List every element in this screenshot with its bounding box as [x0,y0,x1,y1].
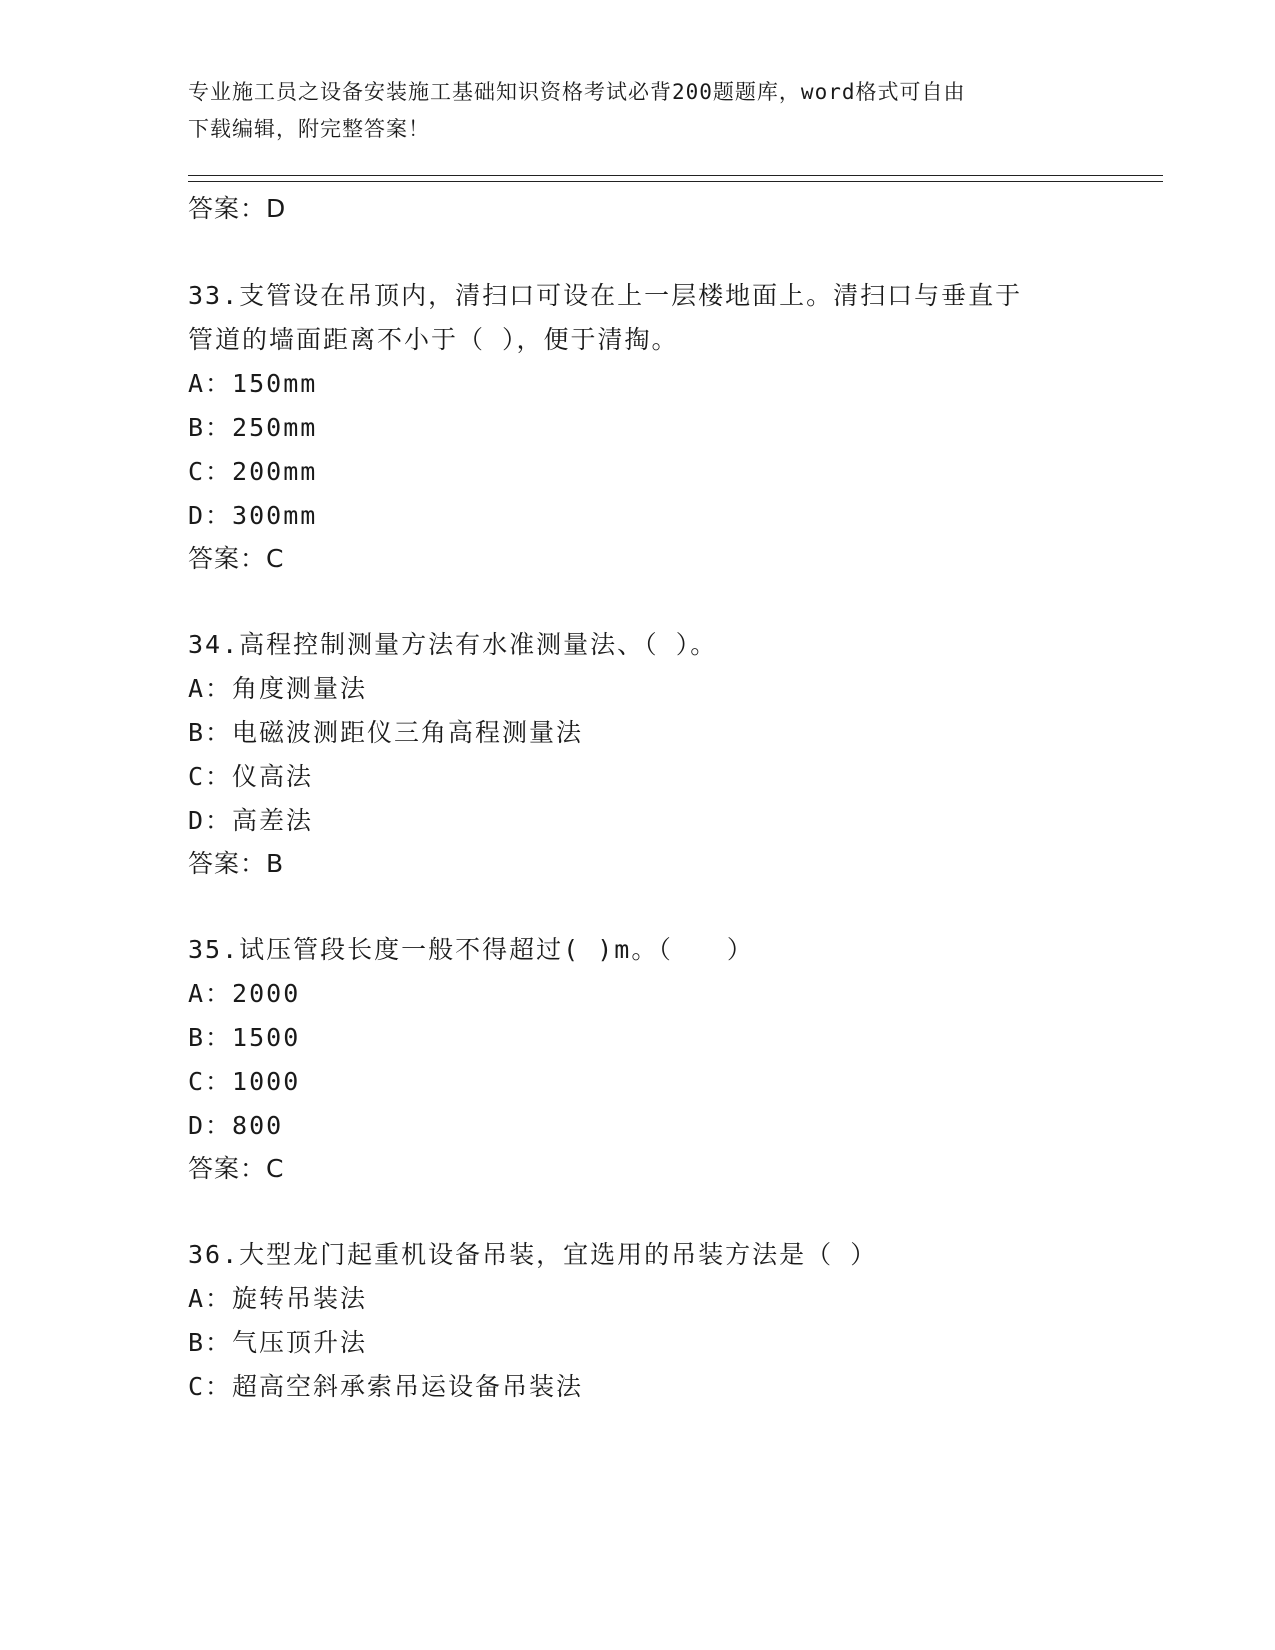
question-33-stem-line-2: 管道的墙面距离不小于（ ），便于清掏。 [188,325,679,354]
header-divider-top [188,175,1163,176]
question-35-option-b: B：1500 [188,1023,301,1052]
question-36-option-a: A：旋转吊装法 [188,1284,368,1313]
question-35-stem: 35.试压管段长度一般不得超过( )m。（ ） [188,935,754,964]
question-33-option-c: C：200mm [188,457,318,486]
question-35-answer: 答案：C [188,1154,285,1183]
header-line-2: 下载编辑，附完整答案！ [188,117,430,141]
question-34-stem: 34.高程控制测量方法有水准测量法、（ ）。 [188,630,718,659]
question-34-option-d: D：高差法 [188,806,314,835]
question-35-option-a: A：2000 [188,979,301,1008]
question-36-option-b: B：气压顶升法 [188,1328,368,1357]
header-divider-bottom [188,181,1163,182]
header-line-1: 专业施工员之设备安装施工基础知识资格考试必背200题题库，word格式可自由 [188,80,966,104]
answer-32: 答案：D [188,194,287,223]
question-33-answer: 答案：C [188,544,285,573]
question-36-option-c: C：超高空斜承索吊运设备吊装法 [188,1372,584,1401]
document-header [188,74,1088,148]
question-33-option-a: A：150mm [188,369,318,398]
question-33-option-b: B：250mm [188,413,318,442]
question-33-stem-line-1: 33.支管设在吊顶内，清扫口可设在上一层楼地面上。清扫口与垂直于 [188,281,1023,310]
question-34-option-b: B：电磁波测距仪三角高程测量法 [188,718,584,747]
question-33-option-d: D：300mm [188,501,318,530]
question-34-option-a: A：角度测量法 [188,674,368,703]
question-34-answer: 答案：B [188,849,285,878]
question-36-stem: 36.大型龙门起重机设备吊装，宜选用的吊装方法是（ ） [188,1240,878,1269]
question-35-option-d: D：800 [188,1111,284,1140]
question-35-option-c: C：1000 [188,1067,301,1096]
question-34-option-c: C：仪高法 [188,762,314,791]
